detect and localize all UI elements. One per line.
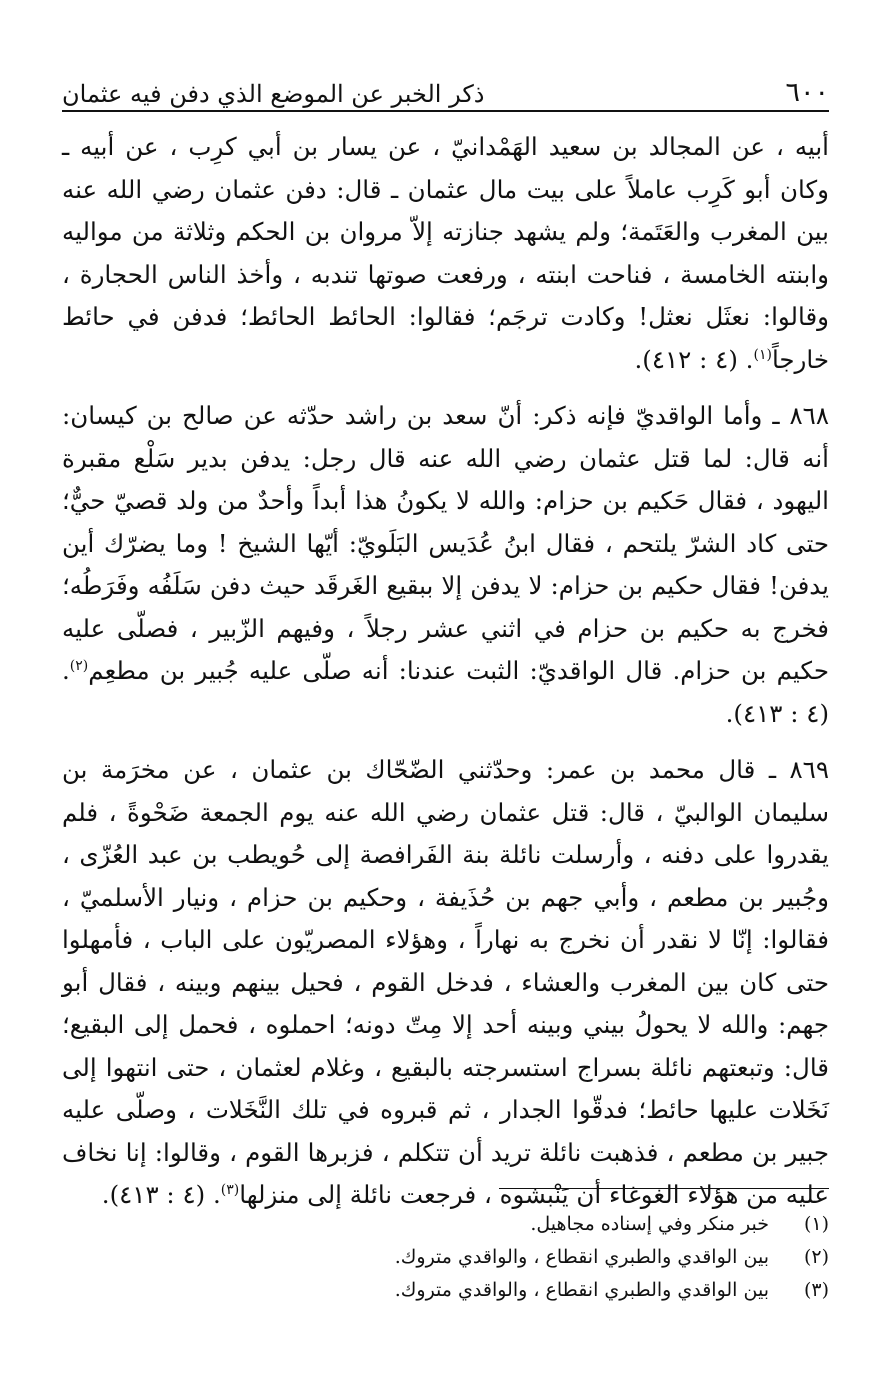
footnote-text: بين الواقدي والطبري انقطاع ، والواقدي متروك.	[394, 1279, 769, 1301]
footnote-separator	[499, 1188, 829, 1189]
footnote-number: (٢)	[803, 1246, 829, 1268]
footnote-reference: (٢)	[69, 657, 89, 674]
paragraph-text: ٨٦٩ ـ قال محمد بن عمر: وحدّثني الضّحّاك بن عثمان ، عن مخرَمة بن سليمان الوالبيّ ، قال: قتل عثمان رضي الله عنه يوم الجمعة ضَحْوةً ، فلم يقدروا على دفنه ، وأرسلت نائلة بنة الفَرافصة إلى حُويطب بن عبد العُزّى ، وجُبير بن مطعم ، وأبي جهم بن حُذَيفة ، وحكيم بن حزام ، ونيار الأسلميّ ، فقالوا: إنّا لا نقدر أن نخرج به نهاراً ، وهؤلاء المصريّون على الباب ، فأمهلوا حتى كان بين المغرب والعشاء ، فدخل القوم ، فحيل بينهم وبينه ، فقال أبو جهم: والله لا يحولُ بيني وبينه أحد إلا مِتّ دونه؛ احملوه ، فحمل إلى البقيع؛ قال: وتبعتهم نائلة بسراج استسرجته بالبقيع ، وغلام لعثمان ، حتى انتهوا إلى نَخَلات عليها حائط؛ فدقّوا الجدار ، ثم قبروه في تلك النَّخَلات ، وصلّى عليه جبير بن مطعم ، فذهبت نائلة تريد أن تتكلم ، فزبرها القوم ، وقالوا: إنا نخاف عليه من هؤلاء الغوغاء أن يَنْبشوه ، فرجعت نائلة إلى منزلها	[62, 755, 829, 1209]
page-number: ٦٠٠	[785, 77, 829, 108]
footnote-text: خبر منكر وفي إسناده مجاهيل.	[530, 1213, 769, 1235]
running-title: ذكر الخبر عن الموضع الذي دفن فيه عثمان	[62, 80, 485, 108]
paragraph-text: أبيه ، عن المجالد بن سعيد الهَمْدانيّ ، عن يسار بن أبي كرِب ، عن أبيه ـ وكان أبو كَرِب عاملاً على بيت مال عثمان ـ قال: دفن عثمان رضي الله عنه بين المغرب والعَتَمة؛ ولم يشهد جنازته إلاّ مروان بن الحكم وثلاثة من مواليه وابنته الخامسة ، فناحت ابنته ، ورفعت صوتها تندبه ، وأخذ الناس الحجارة ، وقالوا: نعثَل نعثل! وكادت ترجَم؛ فقالوا: الحائط الحائط؛ فدفن في حائط خارجاً	[62, 132, 829, 374]
page-header	[62, 70, 829, 112]
paragraph	[62, 395, 829, 735]
footnote-text: بين الواقدي والطبري انقطاع ، والواقدي متروك.	[394, 1246, 769, 1268]
footnote	[62, 1274, 829, 1307]
paragraph-text: ٨٦٨ ـ وأما الواقديّ فإنه ذكر: أنّ سعد بن راشد حدّثه عن صالح بن كيسان: أنه قال: لما قتل عثمان رضي الله عنه قال رجل: يدفن بدير سَلْع مقبرة اليهود ، فقال حَكيم بن حزام: والله لا يكونُ هذا أبداً وأحدٌ من ولد قصيّ حيٌّ؛ حتى كاد الشرّ يلتحم ، فقال ابنُ عُدَيس البَلَويّ: أيّها الشيخ ! وما يضرّك أين يدفن! فقال حكيم بن حزام: لا يدفن إلا ببقيع الغَرقَد حيث دفن سَلَفُه وفَرَطُه؛ فخرج به حكيم بن حزام في اثني عشر رجلاً ، وفيهم الزّبير ، فصلّى عليه حكيم بن حزام. قال الواقديّ: الثبت عندنا: أنه صلّى عليه جُبير بن مطعِم	[62, 401, 829, 685]
footnote-number: (١)	[803, 1213, 829, 1235]
paragraph	[62, 749, 829, 1217]
citation: . (٤ : ٤١٣).	[62, 656, 829, 728]
footnote-reference: (٣)	[220, 1181, 240, 1198]
footnote-reference: (١)	[753, 346, 772, 363]
main-text	[62, 126, 829, 1217]
citation: . (٤ : ٤١٣).	[101, 1180, 221, 1209]
footnotes	[62, 1208, 829, 1307]
citation: . (٤ : ٤١٢).	[634, 344, 754, 374]
footnote	[62, 1241, 829, 1274]
footnote-number: (٣)	[803, 1279, 829, 1301]
paragraph	[62, 126, 829, 381]
footnote	[62, 1208, 829, 1241]
